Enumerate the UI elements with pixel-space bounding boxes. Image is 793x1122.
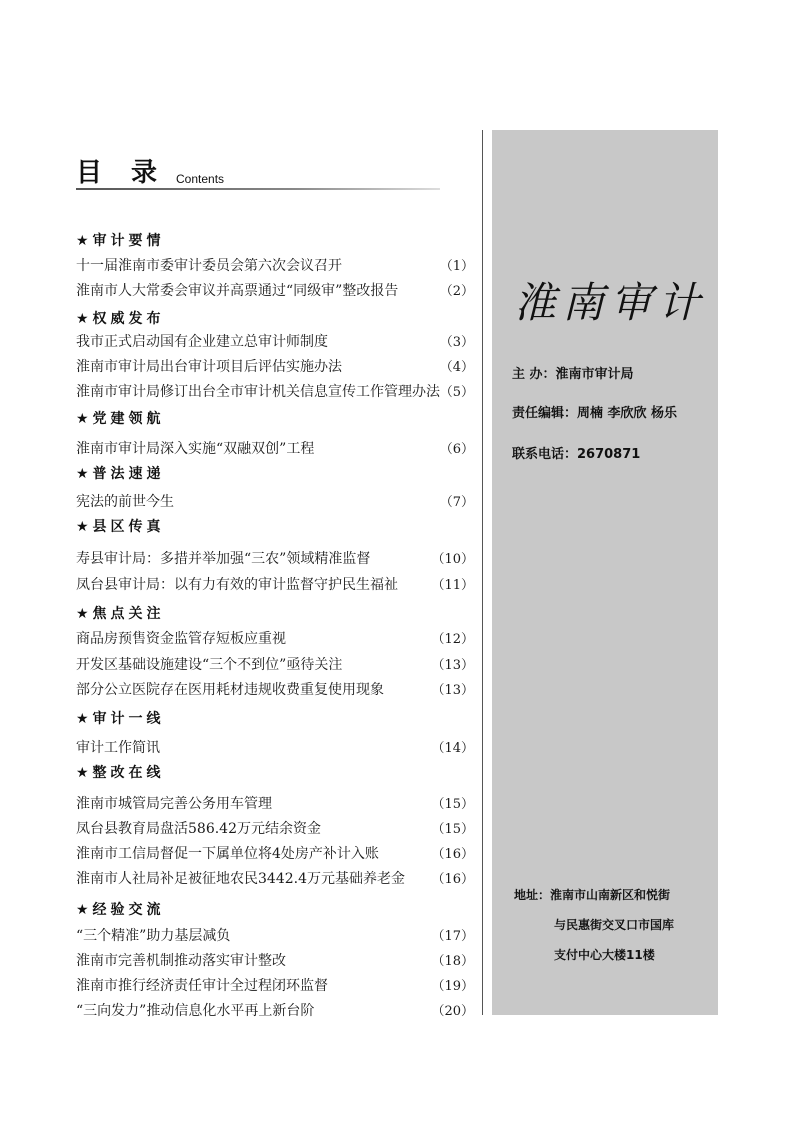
entry-page-number: （10） [431, 552, 474, 567]
entry-page-number: （6） [439, 442, 474, 457]
toc-entry[interactable] [76, 818, 474, 838]
toc-entry[interactable] [76, 548, 474, 568]
entry-title: 寿县审计局：多措并举加强“三农”领域精准监督 [76, 551, 371, 567]
toc-entry[interactable] [76, 868, 474, 888]
entry-page-number: （2） [439, 284, 474, 299]
toc-entry[interactable] [76, 654, 474, 674]
title-divider [76, 188, 440, 190]
section-heading: ★焦点关注 [76, 606, 165, 622]
entry-title: 十一届淮南市委审计委员会第六次会议召开 [76, 258, 342, 274]
toc-entry[interactable] [76, 843, 474, 863]
section-heading: ★普法速递 [76, 466, 165, 482]
toc-entry[interactable] [76, 255, 474, 275]
toc-entry[interactable] [76, 793, 474, 813]
entry-page-number: （20） [431, 1004, 474, 1019]
toc-entry[interactable] [76, 574, 474, 594]
entry-page-number: （1） [439, 259, 474, 274]
toc-entry[interactable] [76, 737, 474, 757]
entry-title: 开发区基础设施建设“三个不到位”亟待关注 [76, 657, 343, 673]
toc-entry[interactable] [76, 438, 474, 458]
toc-entry[interactable] [76, 381, 474, 401]
sidebar-panel [492, 130, 718, 1015]
magazine-title: 淮南审计 [514, 278, 707, 327]
entry-page-number: （4） [439, 360, 474, 375]
section-heading: ★经验交流 [76, 902, 165, 918]
address-line-1: 地址：淮南市山南新区和悦街 [514, 888, 671, 902]
entry-title: 审计工作简讯 [76, 740, 160, 756]
entry-title: 淮南市人社局补足被征地农民3442.4万元基础养老金 [76, 871, 405, 887]
toc-entry[interactable] [76, 925, 474, 945]
toc-entry[interactable] [76, 356, 474, 376]
toc-entry[interactable] [76, 280, 474, 300]
address-line-2: 与民惠街交叉口市国库 [554, 918, 675, 932]
entry-title: 凤台县审计局：以有力有效的审计监督守护民生福祉 [76, 577, 398, 593]
entry-title: 商品房预售资金监管存短板应重视 [76, 631, 286, 647]
section-heading: ★审计要情 [76, 233, 165, 249]
entry-page-number: （15） [431, 797, 474, 812]
column-divider [482, 130, 483, 1015]
entry-title: 我市正式启动国有企业建立总审计师制度 [76, 334, 328, 350]
entry-page-number: （7） [439, 495, 474, 510]
entry-title: 淮南市工信局督促一下属单位将4处房产补计入账 [76, 846, 379, 862]
entry-title: “三个精准”助力基层减负 [76, 928, 231, 944]
entry-title: 淮南市人大常委会审议并高票通过“同级审”整改报告 [76, 283, 399, 299]
entry-title: 凤台县教育局盘活586.42万元结余资金 [76, 821, 321, 837]
toc-subtitle: Contents [176, 172, 225, 186]
section-heading: ★县区传真 [76, 519, 165, 535]
entry-page-number: （16） [431, 872, 474, 887]
entry-title: 部分公立医院存在医用耗材违规收费重复使用现象 [76, 682, 384, 698]
phone-line: 联系电话：2670871 [512, 447, 641, 462]
toc-entry[interactable] [76, 491, 474, 511]
toc-header [76, 150, 440, 192]
entry-title: “三向发力”推动信息化水平再上新台阶 [76, 1003, 315, 1019]
toc-entry[interactable] [76, 950, 474, 970]
entry-title: 淮南市城管局完善公务用车管理 [76, 796, 272, 812]
entry-page-number: （14） [431, 741, 474, 756]
entry-title: 宪法的前世今生 [76, 494, 174, 510]
toc-entry[interactable] [76, 628, 474, 648]
toc-entry[interactable] [76, 331, 474, 351]
toc-entry[interactable] [76, 1000, 474, 1020]
entry-page-number: （15） [431, 822, 474, 837]
toc-entry[interactable] [76, 679, 474, 699]
entry-page-number: （19） [431, 979, 474, 994]
entry-page-number: （13） [431, 683, 474, 698]
toc-title: 目 录 [76, 158, 168, 188]
section-heading: ★整改在线 [76, 765, 165, 781]
entry-page-number: （3） [439, 335, 474, 350]
toc-entry[interactable] [76, 975, 474, 995]
entry-title: 淮南市完善机制推动落实审计整改 [76, 953, 286, 969]
sponsor-line: 主 办：淮南市审计局 [512, 367, 634, 382]
entry-page-number: （5） [439, 385, 474, 400]
entry-title: 淮南市审计局修订出台全市审计机关信息宣传工作管理办法 [76, 384, 440, 400]
entry-title: 淮南市审计局深入实施“双融双创”工程 [76, 441, 315, 457]
section-heading: ★权威发布 [76, 311, 165, 327]
entry-page-number: （16） [431, 847, 474, 862]
editors-line: 责任编辑：周楠 李欣欣 杨乐 [512, 406, 678, 421]
address-line-3: 支付中心大楼11楼 [554, 948, 655, 962]
section-heading: ★党建领航 [76, 411, 165, 427]
entry-page-number: （11） [431, 578, 474, 593]
entry-page-number: （13） [431, 658, 474, 673]
entry-page-number: （12） [431, 632, 474, 647]
entry-page-number: （18） [431, 954, 474, 969]
entry-page-number: （17） [431, 929, 474, 944]
entry-title: 淮南市推行经济责任审计全过程闭环监督 [76, 978, 328, 994]
section-heading: ★审计一线 [76, 711, 165, 727]
entry-title: 淮南市审计局出台审计项目后评估实施办法 [76, 359, 342, 375]
